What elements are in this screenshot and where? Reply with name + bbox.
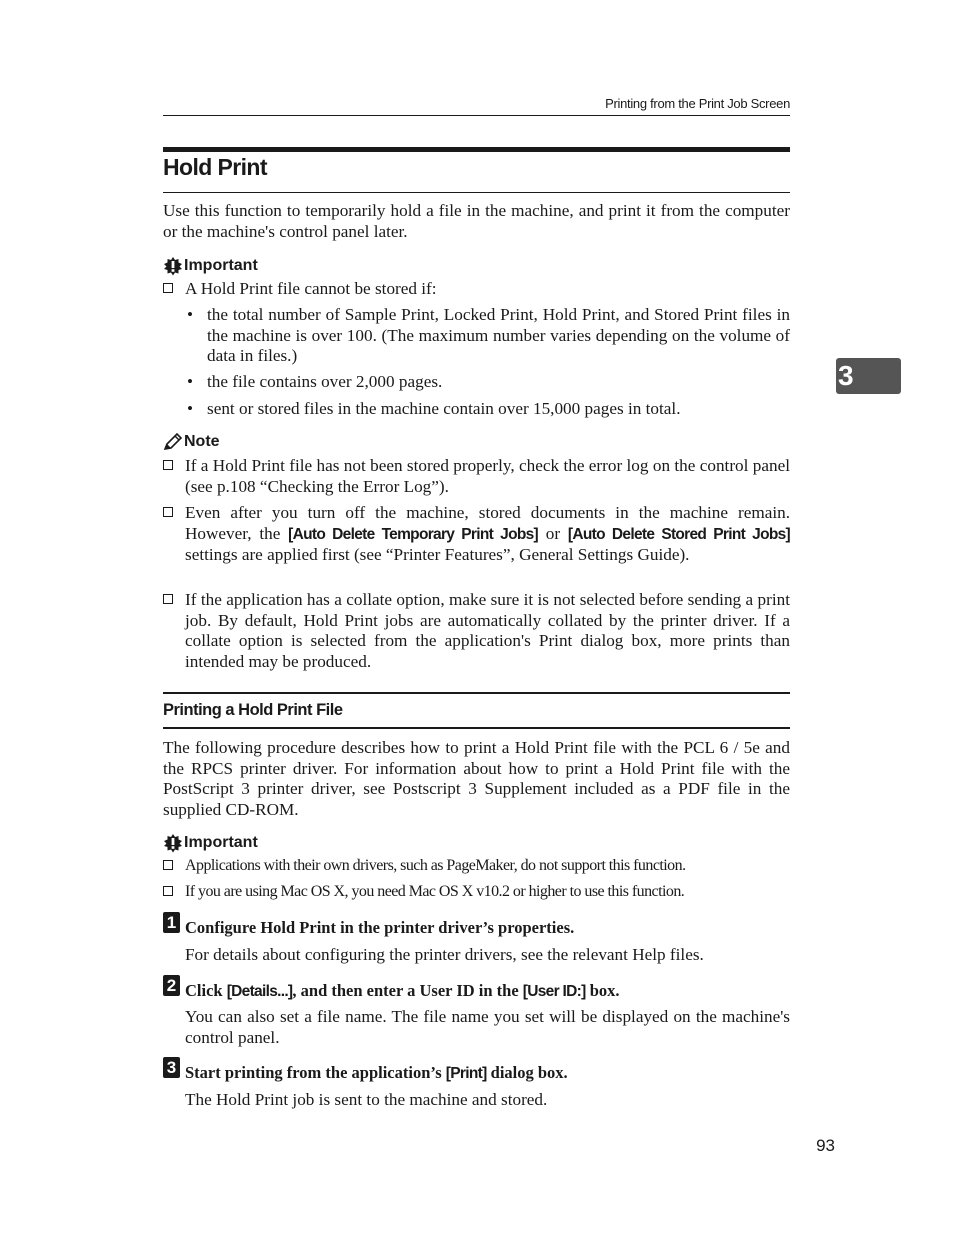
subsection-bottom-rule — [163, 727, 790, 729]
field-reference: [User ID:] — [522, 983, 586, 1000]
step-number: 1 — [163, 912, 180, 933]
checkbox-square-icon — [163, 507, 173, 517]
section-bottom-rule — [163, 192, 790, 193]
bullet-item: • the file contains over 2,000 pages. — [187, 372, 443, 391]
step-heading: Click [Details...], and then enter a User ID in the [User ID:] box. — [185, 981, 620, 1000]
note-item: If the application has a collate option, make sure it is not selected before sending a print job. By default, Hold Print jobs are automatically collated by the printer driver. If a collate option is selected from the application's Print dialog box, more prints than intended may be produced. — [163, 590, 790, 672]
important-label: Important — [163, 256, 258, 276]
checkbox-square-icon — [163, 283, 173, 293]
button-reference: [Details...] — [226, 983, 293, 1000]
header-rule — [163, 115, 790, 116]
checkbox-square-icon — [163, 886, 173, 896]
checkbox-square-icon — [163, 594, 173, 604]
section-title: Hold Print — [163, 154, 267, 180]
section-top-rule — [163, 147, 790, 152]
subsection-top-rule — [163, 692, 790, 694]
step-body: You can also set a file name. The file name you set will be displayed on the machine's control panel. — [185, 1007, 790, 1047]
important-icon — [163, 256, 183, 276]
bullet-item: • the total number of Sample Print, Locked Print, Hold Print, and Stored Print files in the machine is over 100. (The maximum number varies depending on the volume of data in files.) — [187, 305, 790, 365]
checkbox-square-icon — [163, 860, 173, 870]
chapter-tab: 3 — [836, 358, 901, 394]
step-body: The Hold Print job is sent to the machine and stored. — [185, 1090, 548, 1109]
important-icon — [163, 833, 183, 853]
pencil-icon — [163, 433, 183, 451]
running-header: Printing from the Print Job Screen — [605, 96, 790, 111]
note-item: Even after you turn off the machine, stored documents in the machine remain. However, the [Auto Delete Temporary Print Jobs] or [Auto Delete Stored Print Jobs] settings are applied first (see “Printer Features”, General Settings Guide). — [163, 503, 790, 566]
bullet-icon: • — [187, 399, 194, 418]
subsection-title: Printing a Hold Print File — [163, 701, 343, 719]
important-label: Important — [163, 833, 258, 853]
page-number: 93 — [816, 1136, 835, 1155]
step-heading: Start printing from the application’s [Print] dialog box. — [185, 1063, 568, 1082]
note-item: If a Hold Print file has not been stored properly, check the error log on the control panel (see p.108 “Checking the Error Log”). — [163, 456, 790, 497]
step-number: 2 — [163, 975, 180, 996]
note-label: Note — [163, 433, 220, 451]
step-heading: Configure Hold Print in the printer driver’s properties. — [185, 918, 575, 937]
bullet-icon: • — [187, 305, 194, 324]
intro-paragraph: Use this function to temporarily hold a file in the machine, and print it from the computer or the machine's control panel later. — [163, 201, 790, 241]
bullet-item: • sent or stored files in the machine contain over 15,000 pages in total. — [187, 399, 681, 418]
important-item: If you are using Mac OS X, you need Mac OS X v10.2 or higher to use this function. — [163, 882, 790, 903]
dialog-reference: [Print] — [445, 1065, 487, 1082]
important-item: Applications with their own drivers, such as PageMaker, do not support this function. — [163, 856, 790, 877]
subsection-intro-paragraph: The following procedure describes how to print a Hold Print file with the PCL 6 / 5e and the RPCS printer driver. For information about how to print a Hold Print file with the PostScript 3 printer driver, see Postscript 3 Supplement included as a PDF file in the supplied CD-ROM. — [163, 738, 790, 819]
setting-reference: [Auto Delete Stored Print Jobs] — [567, 525, 790, 543]
setting-reference: [Auto Delete Temporary Print Jobs] — [288, 525, 539, 543]
step-number: 3 — [163, 1057, 180, 1078]
step-body: For details about configuring the printer drivers, see the relevant Help files. — [185, 945, 704, 964]
important-item: A Hold Print file cannot be stored if: — [163, 279, 790, 300]
checkbox-square-icon — [163, 460, 173, 470]
bullet-icon: • — [187, 372, 194, 391]
